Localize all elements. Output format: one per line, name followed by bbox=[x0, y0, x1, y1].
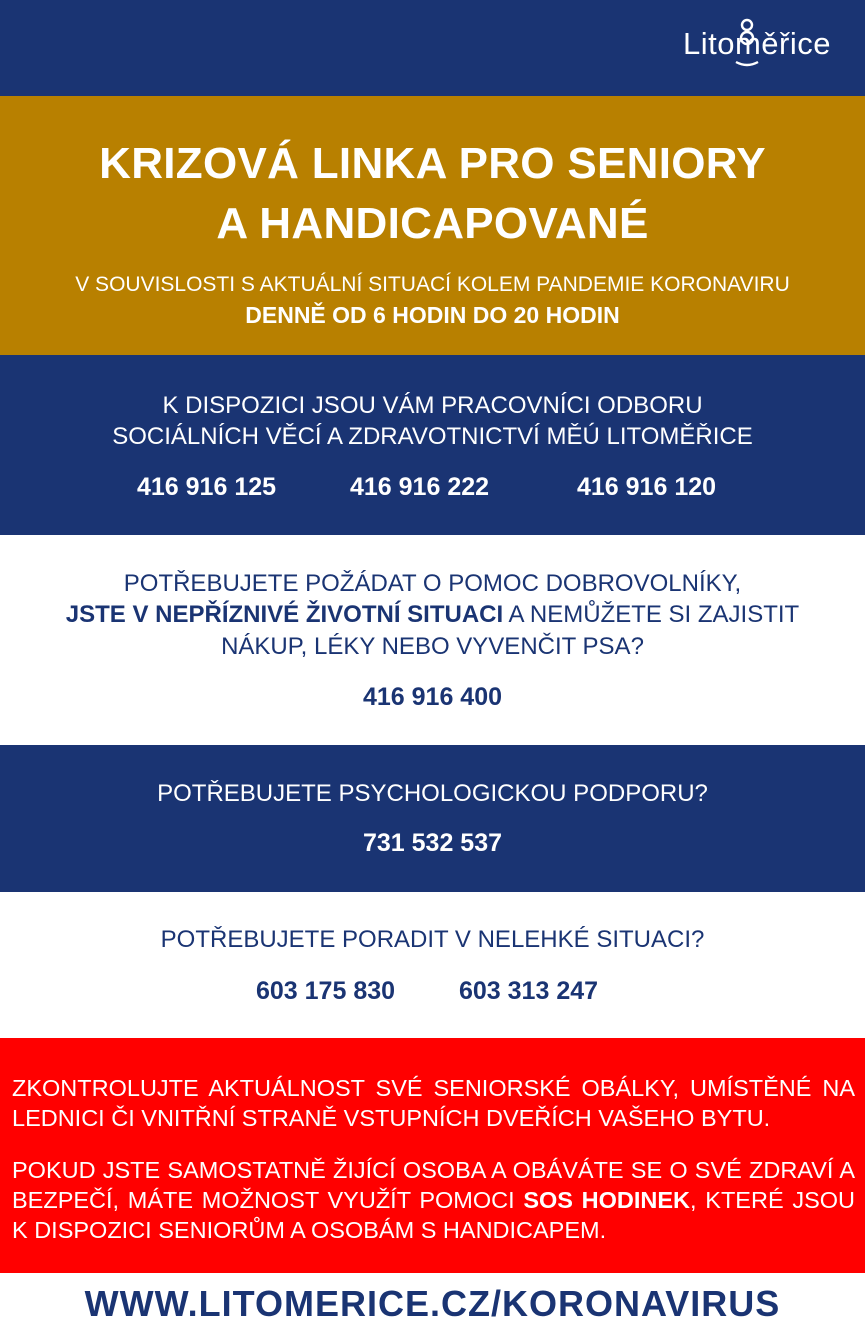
notice-paragraph-2-end: , KTERÉ JSOU K DISPOZICI SENIORŮM A OSOBÁM S HANDICAPEM. bbox=[12, 1187, 855, 1243]
staff-phone-2: 416 916 222 bbox=[350, 473, 490, 501]
staff-band bbox=[0, 355, 865, 535]
advice-question: POTŘEBUJETE PORADIT V NELEHKÉ SITUACI? bbox=[160, 926, 705, 953]
volunteers-line1: POTŘEBUJETE POŽÁDAT O POMOC DOBROVOLNÍKY, bbox=[123, 570, 742, 597]
staff-line1: K DISPOZICI JSOU VÁM PRACOVNÍCI ODBORU bbox=[162, 392, 703, 419]
advice-band bbox=[0, 892, 865, 1038]
advice-phone-2: 603 313 247 bbox=[459, 977, 599, 1005]
staff-phone-3: 416 916 120 bbox=[577, 473, 717, 501]
volunteers-line2-bold: JSTE V NEPŘÍZNIVÉ ŽIVOTNÍ SITUACI bbox=[65, 601, 504, 628]
footer-url: WWW.LITOMERICE.CZ/KORONAVIRUS bbox=[84, 1283, 781, 1324]
footer-band bbox=[0, 1273, 865, 1341]
sos-watch-highlight: SOS HODINEK bbox=[523, 1187, 691, 1213]
psychology-band bbox=[0, 745, 865, 892]
page-title-line1: KRIZOVÁ LINKA PRO SENIORY bbox=[99, 139, 766, 188]
psychology-phone: 731 532 537 bbox=[362, 829, 503, 857]
notice-paragraph-2 bbox=[12, 1155, 855, 1245]
page-title-line2: A HANDICAPOVANÉ bbox=[216, 199, 649, 248]
volunteers-line2 bbox=[0, 600, 865, 630]
volunteers-line3: NÁKUP, LÉKY NEBO VYVENČIT PSA? bbox=[221, 633, 644, 660]
advice-phone-1: 603 175 830 bbox=[256, 977, 396, 1005]
notice-band bbox=[0, 1038, 865, 1273]
hero-subtitle: V SOUVISLOSTI S AKTUÁLNÍ SITUACÍ KOLEM PANDEMIE KORONAVIRU bbox=[75, 273, 790, 296]
volunteers-band bbox=[0, 535, 865, 745]
hours-text: DENNĚ OD 6 HODIN DO 20 HODIN bbox=[245, 302, 620, 328]
staff-line2: SOCIÁLNÍCH VĚCÍ A ZDRAVOTNICTVÍ MĚÚ LITOMĚŘICE bbox=[112, 423, 753, 450]
city-logo-text: Litoměřice bbox=[683, 26, 831, 61]
volunteers-phone: 416 916 400 bbox=[362, 683, 503, 711]
volunteers-line2-rest: A NEMŮŽETE SI ZAJISTIT bbox=[503, 601, 800, 628]
hero-band bbox=[0, 96, 865, 355]
notice-paragraph-1: ZKONTROLUJTE AKTUÁLNOST SVÉ SENIORSKÉ OBÁLKY, UMÍSTĚNÉ NA LEDNICI ČI VNITŘNÍ STRANĚ VSTUPNÍCH DVEŘÍCH VAŠEHO BYTU. bbox=[12, 1075, 855, 1131]
staff-phone-1: 416 916 125 bbox=[137, 473, 277, 501]
header-band bbox=[0, 0, 865, 96]
notice-paragraph-2-start: POKUD JSTE SAMOSTATNĚ ŽIJÍCÍ OSOBA A OBÁVÁTE SE O SVÉ ZDRAVÍ A BEZPEČÍ, MÁTE MOŽNOST VYUŽÍT POMOCI bbox=[12, 1157, 855, 1213]
psychology-question: POTŘEBUJETE PSYCHOLOGICKOU PODPORU? bbox=[157, 780, 708, 807]
